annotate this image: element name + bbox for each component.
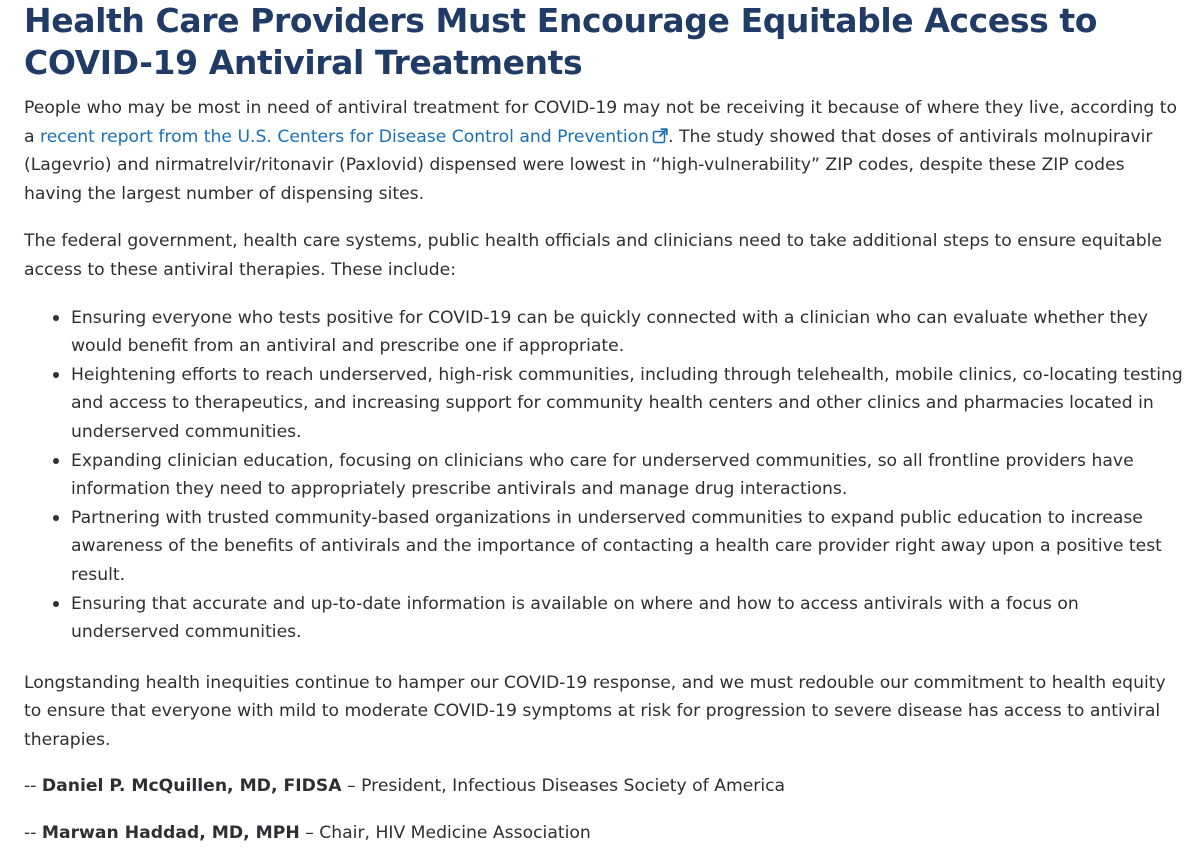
bullet-dot (53, 372, 59, 378)
signature-prefix: -- (24, 823, 42, 844)
list-item-text: Heightening efforts to reach underserved, high-risk communities, including through telehealth, mobile clinics, co-locating testing and access to therapeutics, and increasing support for community health centers and other clinics and pharmacies located in underserved communities. (71, 364, 1183, 442)
bullet-dot (53, 515, 59, 521)
signature-name: Daniel P. McQuillen, MD, FIDSA (41, 776, 342, 797)
list-item (71, 590, 1184, 647)
list-item (71, 361, 1184, 447)
list-item-text: Partnering with trusted community-based organizations in underserved communities to expand public education to increase awareness of the benefits of antivirals and the importance of contacting a health care provider right away upon a positive test result. (71, 507, 1162, 585)
cdc-report-link-text[interactable]: recent report from the U.S. Centers for Disease Control and Prevention (40, 126, 650, 147)
signature-haddad (24, 819, 1184, 848)
bullet-dot (53, 601, 59, 607)
intro-text-after-link: . The study showed that doses of antivirals molnupiravir (Lagevrio) and nirmatrelvir/ritonavir (Paxlovid) dispensed were lowest in “high-vulnerability” ZIP codes, despite these ZIP codes having the largest number of dispensing sites. (24, 126, 1153, 204)
list-item (71, 304, 1184, 361)
steps-intro-paragraph: The federal government, health care systems, public health officials and clinicians need to take additional steps to ensure equitable access to these antiviral therapies. These include: (24, 231, 1162, 280)
bullet-dot (53, 458, 59, 464)
intro-paragraph (24, 94, 1184, 208)
list-item (71, 504, 1184, 590)
signature-role: – Chair, HIV Medicine Association (299, 823, 591, 844)
signature-role: – President, Infectious Diseases Society of America (341, 776, 786, 797)
cdc-report-link[interactable] (40, 127, 668, 147)
external-link-icon (652, 128, 668, 144)
signature-name: Marwan Haddad, MD, MPH (41, 823, 300, 844)
steps-list (24, 304, 1184, 647)
bullet-dot (53, 315, 59, 321)
list-item-text: Expanding clinician education, focusing on clinicians who care for underserved communities, so all frontline providers have information they need to appropriately prescribe antivirals and manage drug interactions. (71, 450, 1134, 500)
article-title: Health Care Providers Must Encourage Equitable Access to COVID-19 Antiviral Treatments (24, 1, 1098, 82)
intro-text-before-link: People who may be most in need of antiviral treatment for COVID-19 may not be receiving it because of where they live, according to a (24, 98, 1178, 147)
signature-mcquillen (24, 772, 1184, 801)
article (24, 0, 1184, 848)
signature-prefix: -- (24, 776, 42, 797)
closing-paragraph: Longstanding health inequities continue to hamper our COVID-19 response, and we must redouble our commitment to health equity to ensure that everyone with mild to moderate COVID-19 symptoms at risk for progression to severe disease has access to antiviral therapies. (24, 672, 1166, 750)
list-item (71, 447, 1184, 504)
list-item-text: Ensuring everyone who tests positive for COVID-19 can be quickly connected with a clinician who can evaluate whether they would benefit from an antiviral and prescribe one if appropriate. (71, 307, 1148, 357)
list-item-text: Ensuring that accurate and up-to-date information is available on where and how to access antivirals with a focus on underserved communities. (71, 593, 1079, 643)
